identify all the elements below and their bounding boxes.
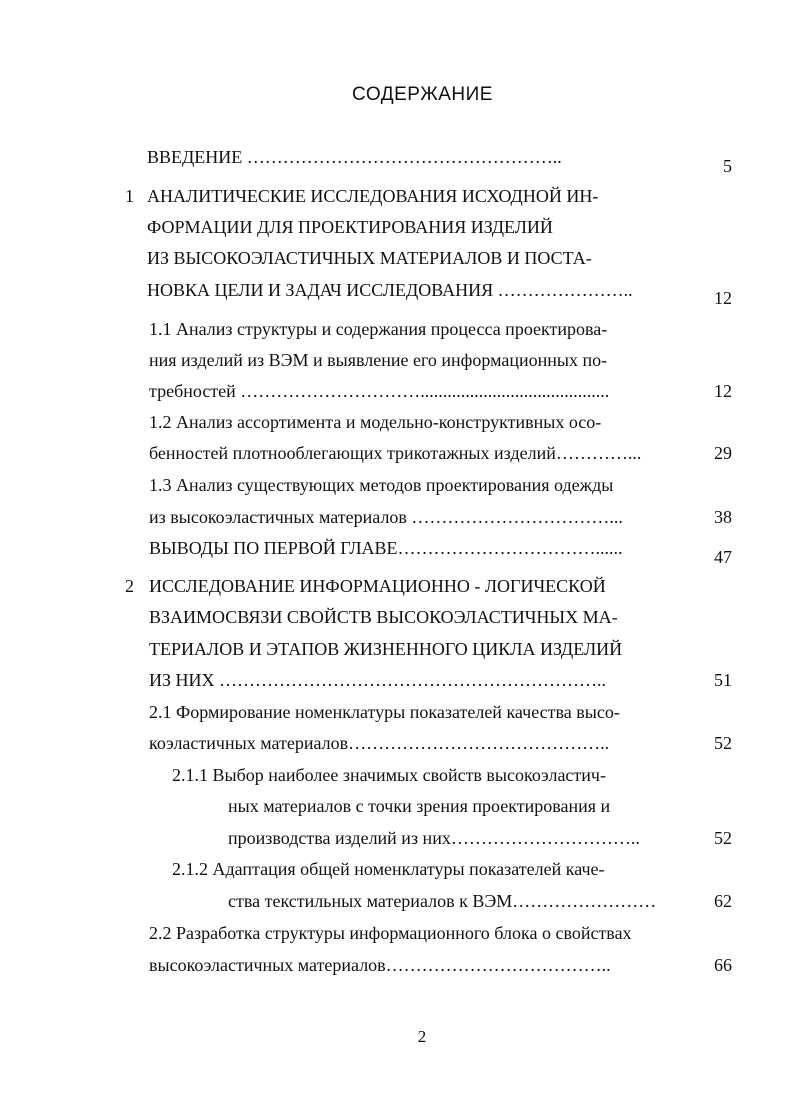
chapter-2-line-4: ИЗ НИХ ………………………………………………………..	[149, 670, 607, 690]
chapter-2-line-3: ТЕРИАЛОВ И ЭТАПОВ ЖИЗНЕННОГО ЦИКЛА ИЗДЕЛИЙ	[149, 639, 623, 659]
section-1-1-line-3: требностей …………………………..........................................	[149, 381, 610, 401]
page-title: СОДЕРЖАНИЕ	[352, 84, 493, 105]
chapter-2-page: 51	[714, 670, 732, 690]
section-1-1-line-2: ния изделий из ВЭМ и выявление его информационных по-	[149, 350, 608, 370]
toc-page-intro: 5	[723, 156, 732, 176]
chapter-1-line-1: АНАЛИТИЧЕСКИЕ ИССЛЕДОВАНИЯ ИСХОДНОЙ ИН-	[147, 186, 599, 206]
toc-page-conclusions-1: 47	[714, 547, 732, 567]
chapter-2-line-2: ВЗАИМОСВЯЗИ СВОЙСТВ ВЫСОКОЭЛАСТИЧНЫХ МА-	[149, 607, 618, 627]
section-2-1-line-2: коэластичных материалов……………………………………..	[149, 733, 610, 753]
section-1-2-line-1: 1.2 Анализ ассортимента и модельно-конструктивных осо-	[149, 412, 602, 432]
toc-entry-conclusions-1: ВЫВОДЫ ПО ПЕРВОЙ ГЛАВЕ……………………………......	[149, 538, 623, 558]
section-2-1-page: 52	[714, 733, 732, 753]
toc-entry-intro: ВВЕДЕНИЕ ……………………………………………..	[147, 147, 562, 167]
section-1-1-line-1: 1.1 Анализ структуры и содержания процесса проектирова-	[149, 319, 608, 339]
section-2-1-1-line-2: ных материалов с точки зрения проектирования и	[228, 796, 611, 816]
section-2-2-line-2: высокоэластичных материалов………………………………..	[149, 955, 611, 975]
chapter-1-page: 12	[714, 288, 732, 308]
section-2-1-1-page: 52	[714, 828, 732, 848]
chapter-1-line-4: НОВКА ЦЕЛИ И ЗАДАЧ ИССЛЕДОВАНИЯ …………………..	[147, 280, 633, 300]
section-2-1-1-line-3: производства изделий из них…………………………..	[228, 828, 640, 848]
section-2-2-page: 66	[714, 955, 732, 975]
section-1-3-page: 38	[714, 507, 732, 527]
section-1-3-line-2: из высокоэластичных материалов ……………………………...	[149, 507, 623, 527]
chapter-2-number: 2	[125, 576, 134, 596]
section-2-1-2-line-2: ства текстильных материалов к ВЭМ……………………	[228, 891, 657, 911]
section-1-2-page: 29	[714, 443, 732, 463]
section-1-1-page: 12	[714, 381, 732, 401]
section-1-3-line-1: 1.3 Анализ существующих методов проектирования одежды	[149, 475, 614, 495]
section-2-1-2-page: 62	[714, 891, 732, 911]
chapter-1-number: 1	[125, 186, 134, 206]
page-number: 2	[417, 1027, 427, 1046]
section-2-2-line-1: 2.2 Разработка структуры информационного блока о свойствах	[149, 923, 632, 943]
section-2-1-2-line-1: 2.1.2 Адаптация общей номенклатуры показателей каче-	[172, 859, 605, 879]
section-2-1-line-1: 2.1 Формирование номенклатуры показателей качества высо-	[149, 702, 620, 722]
section-1-2-line-2: бенностей плотнооблегающих трикотажных изделий…………...	[149, 443, 642, 463]
chapter-1-line-3: ИЗ ВЫСОКОЭЛАСТИЧНЫХ МАТЕРИАЛОВ И ПОСТА-	[147, 248, 592, 268]
chapter-1-line-2: ФОРМАЦИИ ДЛЯ ПРОЕКТИРОВАНИЯ ИЗДЕЛИЙ	[147, 217, 553, 237]
chapter-2-line-1: ИССЛЕДОВАНИЕ ИНФОРМАЦИОННО - ЛОГИЧЕСКОЙ	[149, 576, 606, 596]
section-2-1-1-line-1: 2.1.1 Выбор наиболее значимых свойств высокоэластич-	[172, 765, 606, 785]
